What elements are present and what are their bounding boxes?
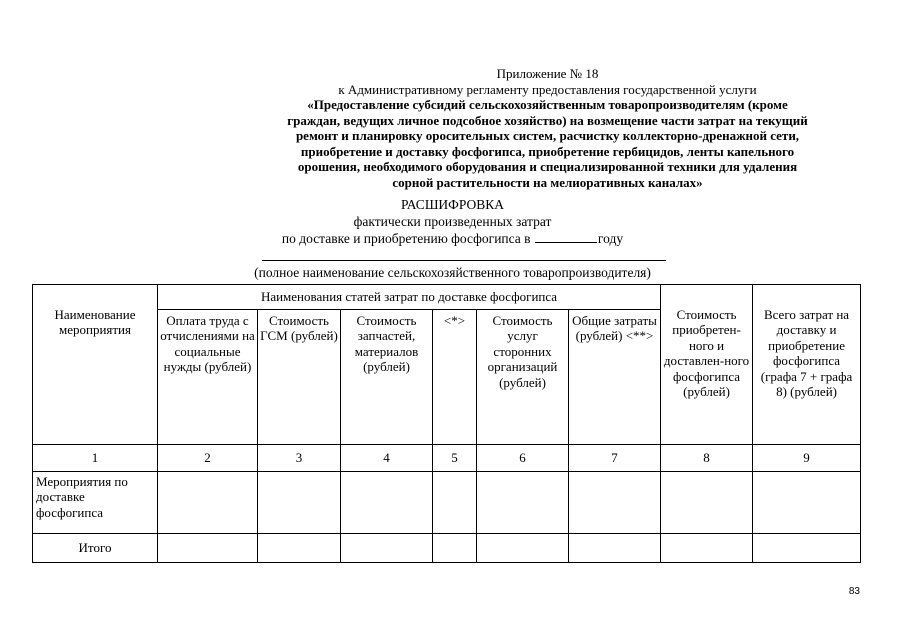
year-blank-field[interactable] <box>535 231 597 243</box>
document-title: РАСШИФРОВКА <box>400 197 505 212</box>
service-name-line: граждан, ведущих личное подсобное хозяйство) на возмещение части затрат на текущий <box>287 112 808 128</box>
table-cell[interactable] <box>341 534 433 563</box>
table-row-total <box>33 534 861 563</box>
column-number: 6 <box>477 445 569 472</box>
row-label-phosphogypsum-delivery: Мероприятия по доставке фосфогипса <box>33 472 158 534</box>
row-label-total: Итого <box>33 534 158 563</box>
column-number: 2 <box>158 445 258 472</box>
table-cell[interactable] <box>753 472 861 534</box>
costs-table <box>32 284 861 563</box>
column-number: 9 <box>753 445 861 472</box>
table-cell[interactable] <box>433 472 477 534</box>
table-cell[interactable] <box>158 472 258 534</box>
table-cell[interactable] <box>569 472 661 534</box>
appendix-reference: к Административному регламенту предоставления государственной услуги <box>338 81 757 97</box>
service-name-line: ремонт и планировку оросительных систем, расчистку коллекторно-дренажной сети, <box>295 128 800 143</box>
service-name-line: орошения, необходимого оборудования и специализированной техники для удаления <box>297 159 798 174</box>
producer-name-line[interactable] <box>262 260 666 261</box>
header-labor-costs: Оплата труда с отчислениями на социальные нужды (рублей) <box>158 310 258 445</box>
service-name-line: приобретение и доставку фосфогипса, приобретение гербицидов, ленты капельного <box>300 143 795 159</box>
table-cell[interactable] <box>753 534 861 563</box>
header-third-party-services: Стоимость услуг сторонних организаций (рублей) <box>477 310 569 445</box>
table-cell[interactable] <box>341 472 433 534</box>
header-fuel-costs: Стоимость ГСМ (рублей) <box>258 310 341 445</box>
header-total-costs: Всего затрат на доставку и приобретение фосфогипса (графа 7 + графа 8) (рублей) <box>753 285 861 445</box>
header-other-marker: <*> <box>433 310 477 445</box>
table-cell[interactable] <box>477 472 569 534</box>
header-general-costs: Общие затраты (рублей) <**> <box>569 310 661 445</box>
table-cell[interactable] <box>258 534 341 563</box>
document-subtitle: фактически произведенных затрат <box>353 214 552 229</box>
producer-name-caption: (полное наименование сельскохозяйственного товаропроизводителя) <box>254 265 651 280</box>
document-subtitle-year-line <box>0 230 905 247</box>
service-name-line: «Предоставление субсидий сельскохозяйственным товаропроизводителям (кроме <box>307 97 788 112</box>
column-number: 4 <box>341 445 433 472</box>
header-activity-name: Наименование мероприятия <box>33 285 158 445</box>
table-cell[interactable] <box>661 472 753 534</box>
column-number-row <box>33 445 861 472</box>
column-number: 5 <box>433 445 477 472</box>
appendix-header <box>230 66 865 190</box>
header-cost-items-group: Наименования статей затрат по доставке фосфогипса <box>158 285 661 310</box>
page-number: 83 <box>848 586 860 597</box>
subtitle-prefix: по доставке и приобретению фосфогипса в <box>281 231 531 246</box>
column-number: 8 <box>661 445 753 472</box>
table-cell[interactable] <box>433 534 477 563</box>
column-number: 7 <box>569 445 661 472</box>
subtitle-suffix: году <box>597 231 624 246</box>
header-phosphogypsum-cost: Стоимость приобретен-ного и доставлен-ного фосфогипса (рублей) <box>661 285 753 445</box>
service-name-line: сорной растительности на мелиоративных каналах» <box>392 174 703 190</box>
appendix-number: Приложение № 18 <box>496 66 599 81</box>
table-cell[interactable] <box>661 534 753 563</box>
header-parts-costs: Стоимость запчастей, материалов (рублей) <box>341 310 433 445</box>
table-row <box>33 472 861 534</box>
document-title-block <box>0 196 905 247</box>
table-cell[interactable] <box>569 534 661 563</box>
table-cell[interactable] <box>477 534 569 563</box>
column-number: 3 <box>258 445 341 472</box>
column-number: 1 <box>33 445 158 472</box>
table-cell[interactable] <box>258 472 341 534</box>
table-cell[interactable] <box>158 534 258 563</box>
